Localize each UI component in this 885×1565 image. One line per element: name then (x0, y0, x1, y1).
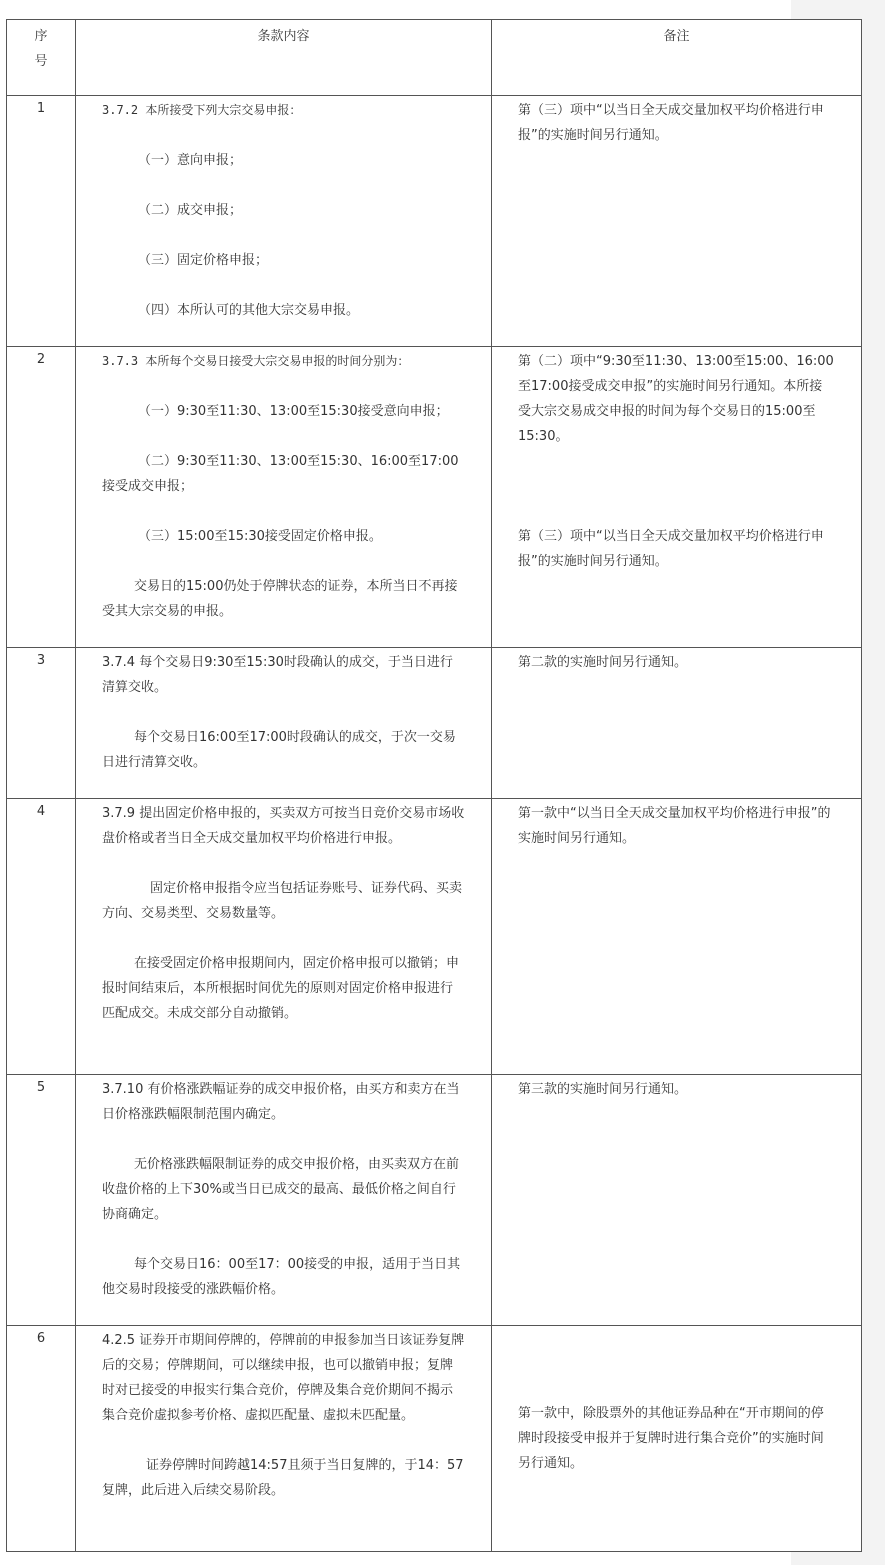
clause-paragraph: 在接受固定价格申报期间内，固定价格申报可以撤销；申报时间结束后，本所根据时间优先的原则对固定价格申报进行匹配成交。未成交部分自动撤销。 (102, 956, 460, 1021)
clause-paragraph: （三）15:00至15:30接受固定价格申报。 (138, 529, 382, 544)
clause-paragraph: 每个交易日16:00至17:00时段确认的成交，于次一交易日进行清算交收。 (102, 730, 456, 770)
note-paragraph: 第三款的实施时间另行通知。 (518, 1082, 688, 1097)
row-number: 6 (7, 1326, 76, 1552)
table-header-row (7, 20, 862, 96)
header-seq-label: 序 号 (34, 29, 48, 69)
clause-cell (76, 1075, 492, 1326)
clause-paragraph: （三）固定价格申报； (138, 253, 269, 268)
clause-paragraph: （二）成交申报； (138, 203, 243, 218)
clause-paragraph: 3.7.4 每个交易日9:30至15:30时段确认的成交，于当日进行清算交收。 (102, 655, 453, 695)
table-row (7, 1075, 862, 1326)
clause-table (6, 19, 862, 1552)
clause-cell (76, 648, 492, 799)
clause-cell (76, 1326, 492, 1552)
row-number: 1 (7, 96, 76, 347)
note-paragraph: 第（三）项中“以当日全天成交量加权平均价格进行申报”的实施时间另行通知。 (518, 103, 824, 143)
clause-paragraph: 3.7.9 提出固定价格申报的，买卖双方可按当日竞价交易市场收盘价格或者当日全天成交量加权平均价格进行申报。 (102, 806, 465, 846)
header-clause-label: 条款内容 (257, 29, 310, 44)
clause-paragraph: （一）意向申报； (138, 153, 243, 168)
note-cell (492, 1326, 862, 1552)
row-number: 3 (7, 648, 76, 799)
clause-paragraph: 交易日的15:00仍处于停牌状态的证券，本所当日不再接受其大宗交易的申报。 (102, 579, 458, 619)
table-row (7, 96, 862, 347)
clause-paragraph: 每个交易日16：00至17：00接受的申报，适用于当日其他交易时段接受的涨跌幅价格。 (102, 1257, 461, 1297)
table-row (7, 799, 862, 1075)
clause-paragraph: 3.7.10 有价格涨跌幅证券的成交申报价格，由买方和卖方在当日价格涨跌幅限制范围内确定。 (102, 1082, 460, 1122)
row-number: 2 (7, 347, 76, 648)
clause-paragraph: 3.7.2 本所接受下列大宗交易申报： (102, 103, 302, 117)
clause-paragraph: （二）9:30至11:30、13:00至15:30、16:00至17:00接受成交申报； (102, 454, 459, 494)
note-paragraph: 第（二）项中“9:30至11:30、13:00至15:00、16:00至17:00接受成交申报”的实施时间另行通知。本所接受大宗交易成交申报的时间为每个交易日的15:00至15:30。 (518, 354, 834, 444)
row-number: 5 (7, 1075, 76, 1326)
clause-paragraph: 证券停牌时间跨越14:57且须于当日复牌的，于14：57复牌，此后进入后续交易阶段。 (102, 1458, 464, 1498)
header-note-label: 备注 (663, 29, 690, 44)
note-cell (492, 347, 862, 648)
note-cell (492, 96, 862, 347)
header-note (492, 20, 862, 96)
clause-cell (76, 96, 492, 347)
clause-paragraph: （一）9:30至11:30、13:00至15:30接受意向申报； (138, 404, 449, 419)
clause-paragraph: 4.2.5 证券开市期间停牌的，停牌前的申报参加当日该证券复牌后的交易；停牌期间，可以继续申报，也可以撤销申报；复牌时对已接受的申报实行集合竞价，停牌及集合竞价期间不揭示集合竞价虚拟参考价格、虚拟匹配量、虚拟未匹配量。 (102, 1333, 465, 1423)
table-row (7, 1326, 862, 1552)
note-cell (492, 1075, 862, 1326)
note-paragraph: 第一款中“以当日全天成交量加权平均价格进行申报”的实施时间另行通知。 (518, 806, 831, 846)
header-seq (7, 20, 76, 96)
note-cell (492, 799, 862, 1075)
clause-paragraph: 3.7.3 本所每个交易日接受大宗交易申报的时间分别为： (102, 354, 410, 368)
clause-paragraph: 固定价格申报指令应当包括证券账号、证券代码、买卖方向、交易类型、交易数量等。 (102, 881, 463, 921)
clause-cell (76, 799, 492, 1075)
clause-paragraph: （四）本所认可的其他大宗交易申报。 (138, 303, 360, 318)
row-number: 4 (7, 799, 76, 1075)
clause-paragraph: 无价格涨跌幅限制证券的成交申报价格，由买卖双方在前收盘价格的上下30%或当日已成交的最高、最低价格之间自行协商确定。 (102, 1157, 460, 1222)
table-row (7, 347, 862, 648)
note-paragraph: 第（三）项中“以当日全天成交量加权平均价格进行申报”的实施时间另行通知。 (518, 529, 824, 569)
clause-cell (76, 347, 492, 648)
note-cell (492, 648, 862, 799)
note-paragraph: 第一款中，除股票外的其他证券品种在“开市期间的停牌时段接受申报并于复牌时进行集合竞价”的实施时间另行通知。 (518, 1406, 824, 1471)
table-row (7, 648, 862, 799)
note-paragraph: 第二款的实施时间另行通知。 (518, 655, 688, 670)
header-clause (76, 20, 492, 96)
